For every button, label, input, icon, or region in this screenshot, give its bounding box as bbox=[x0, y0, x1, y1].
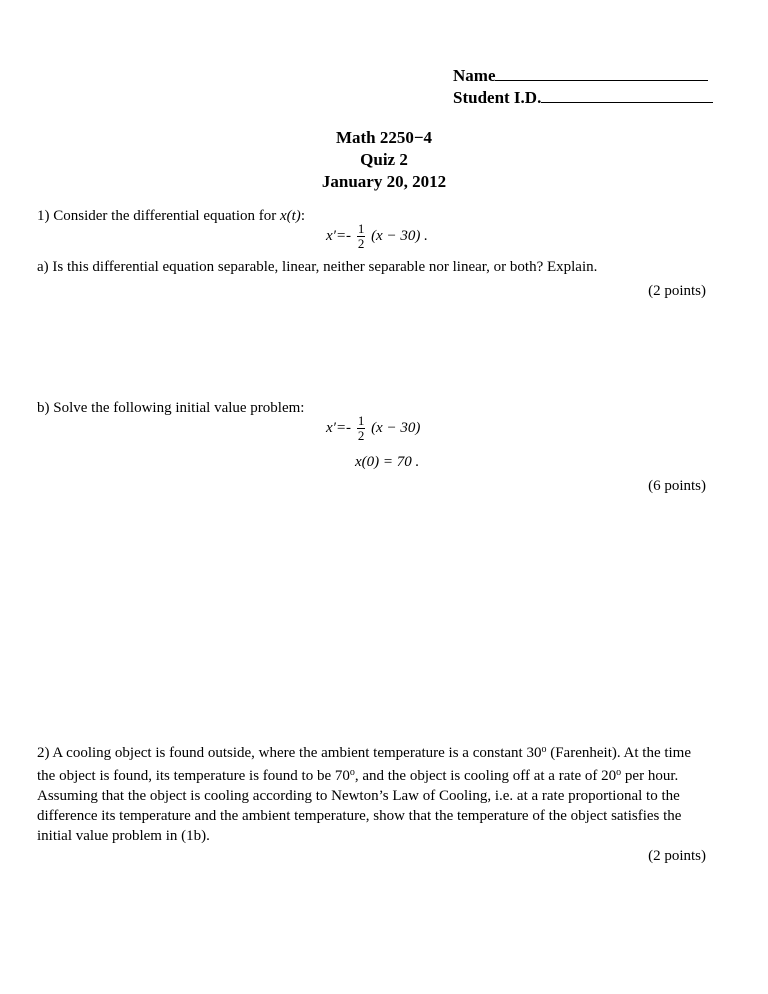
student-id-line bbox=[453, 88, 713, 108]
course-title: Math 2250−4 bbox=[335, 128, 433, 147]
q1-eq-fraction bbox=[357, 222, 366, 251]
q1-eq-rhs: (x − 30) . bbox=[371, 227, 428, 244]
student-id-blank[interactable] bbox=[541, 90, 713, 103]
q1-eq-lhs: x′=- bbox=[326, 227, 352, 244]
name-label: Name bbox=[453, 66, 496, 85]
q2-deg-1: o bbox=[541, 744, 547, 755]
q1-ivp-fraction bbox=[357, 414, 366, 443]
q1-function: x(t) bbox=[279, 208, 301, 224]
student-id-label: Student I.D. bbox=[453, 88, 542, 107]
q1-prompt bbox=[37, 208, 305, 225]
q1-ivp-lhs: x′=- bbox=[326, 419, 352, 436]
q2-text-1: 2) A cooling object is found outside, where the ambient temperature is a constant 30 bbox=[37, 745, 542, 761]
q1-part-a-points: (2 points) bbox=[648, 283, 706, 299]
q2-text-3: , and the object is cooling off at a rate of 20 bbox=[354, 768, 617, 784]
q1-ivp-initial: x(0) = 70 . bbox=[355, 454, 420, 470]
q2-text-2: (Farenheit). At the time the object is found, its temperature is found to be 70 bbox=[37, 745, 692, 784]
name-line bbox=[453, 66, 708, 86]
q1-ivp-frac-num: 1 bbox=[357, 413, 365, 428]
q1-equation bbox=[326, 222, 428, 251]
q1-frac-num: 1 bbox=[357, 221, 365, 236]
q1-ivp-frac-den: 2 bbox=[357, 428, 365, 443]
q1-frac-den: 2 bbox=[357, 236, 365, 251]
q2-text-4: per hour. Assuming that the object is cooling according to Newton’s Law of Cooling, i.e. at a rate proportional to the difference its temperature and the ambient temperature, show that the temperature of the object satisfies the initial value problem in (1b). bbox=[37, 768, 682, 844]
q2-points: (2 points) bbox=[648, 848, 706, 864]
q2-text bbox=[37, 740, 707, 846]
q1-part-b: b) Solve the following initial value problem: bbox=[37, 400, 305, 416]
q1-ivp-equation bbox=[326, 414, 420, 443]
q1-ivp-rhs: (x − 30) bbox=[371, 419, 421, 436]
q1-part-b-points: (6 points) bbox=[648, 478, 706, 494]
quiz-title: Quiz 2 bbox=[360, 150, 408, 169]
q1-colon: : bbox=[300, 208, 305, 224]
quiz-date: January 20, 2012 bbox=[321, 172, 447, 191]
q1-prompt-text: 1) Consider the differential equation for bbox=[37, 208, 277, 224]
q2-deg-2: o bbox=[349, 767, 355, 778]
q1-part-a: a) Is this differential equation separable, linear, neither separable nor linear, or both? Explain. bbox=[37, 259, 598, 275]
q2-deg-3: o bbox=[616, 767, 622, 778]
name-blank[interactable] bbox=[495, 68, 708, 81]
